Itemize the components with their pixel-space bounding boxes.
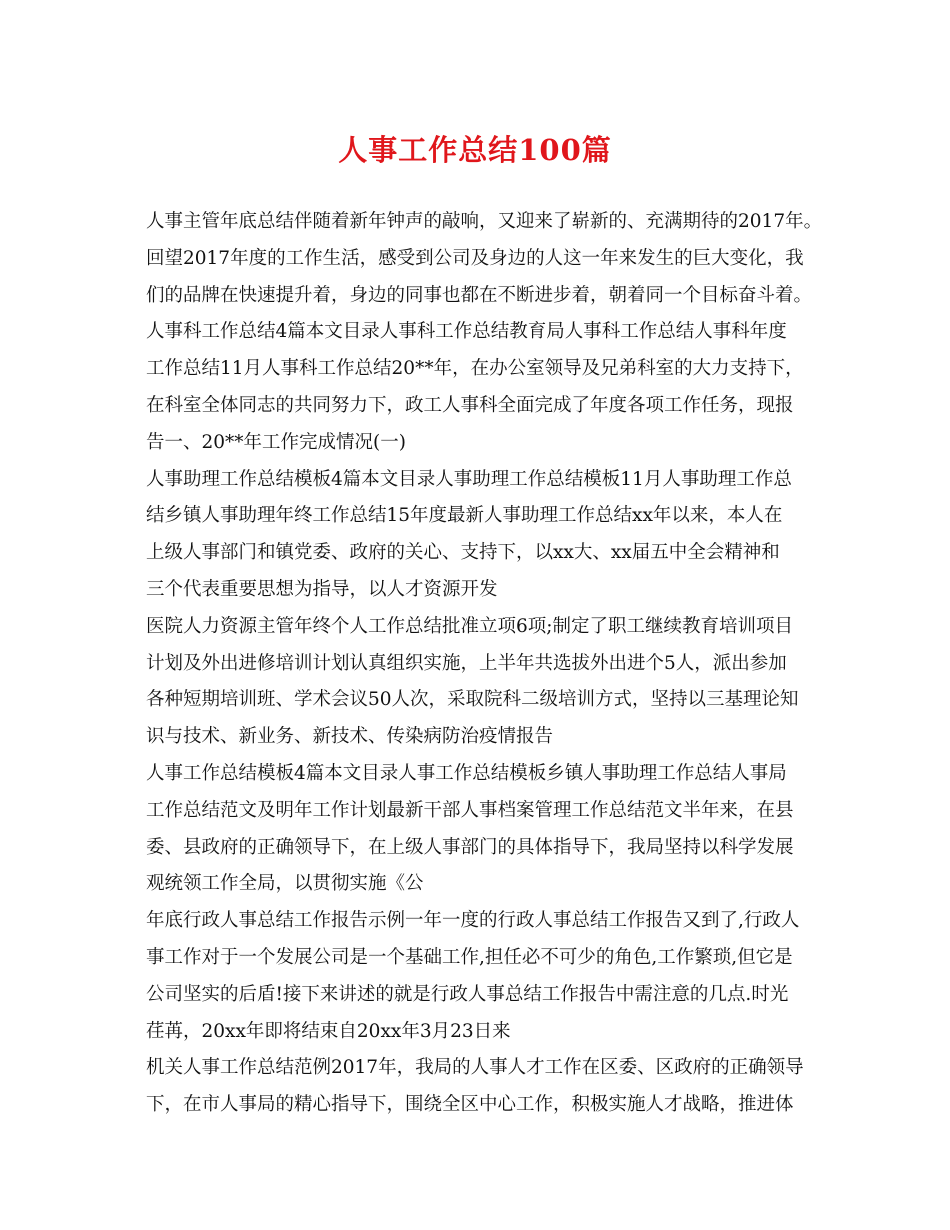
body-line: 医院人力资源主管年终个人工作总结批准立项6项;制定了职工继续教育培训项目 — [146, 615, 794, 637]
body-line: 人事助理工作总结模板4篇本文目录人事助理工作总结模板11月人事助理工作总 — [146, 468, 792, 490]
body-line: 人事科工作总结4篇本文目录人事科工作总结教育局人事科工作总结人事科年度 — [146, 321, 787, 343]
body-line: 公司坚实的后盾!接下来讲述的就是行政人事总结工作报告中需注意的几点.时光 — [146, 983, 789, 1005]
body-line: 计划及外出进修培训计划认真组织实施，上半年共选拔外出进个5人，派出参加 — [146, 652, 787, 674]
body-line: 工作总结范文及明年工作计划最新干部人事档案管理工作总结范文半年来，在县 — [146, 799, 794, 821]
body-line: 委、县政府的正确领导下，在上级人事部门的具体指导下，我局坚持以科学发展 — [146, 836, 794, 858]
body-line: 上级人事部门和镇党委、政府的关心、支持下，以xx大、xx届五中全会精神和 — [146, 542, 780, 564]
body-line: 回望2017年度的工作生活，感受到公司及身边的人这一年来发生的巨大变化，我 — [146, 247, 804, 269]
body-line: 人事主管年底总结伴随着新年钟声的敲响，又迎来了崭新的、充满期待的2017年。 — [146, 211, 823, 232]
document-body — [146, 204, 823, 1124]
body-line: 工作总结11月人事科工作总结20**年，在办公室领导及兄弟科室的大力支持下， — [146, 358, 804, 380]
body-line: 下，在市人事局的精心指导下，围绕全区中心工作，积极实施人才战略，推进体 — [146, 1094, 794, 1116]
body-line: 事工作对于一个发展公司是一个基础工作,担任必不可少的角色,工作繁琐,但它是 — [146, 946, 793, 968]
document-title: 人事工作总结100篇 — [338, 133, 612, 167]
body-line: 各种短期培训班、学术会议50人次，采取院科二级培训方式，坚持以三基理论知 — [146, 689, 799, 711]
body-line: 在科室全体同志的共同努力下，政工人事科全面完成了年度各项工作任务，现报 — [146, 394, 794, 416]
body-line: 结乡镇人事助理年终工作总结15年度最新人事助理工作总结xx年以来，本人在 — [146, 505, 783, 527]
body-line: 机关人事工作总结范例2017年，我局的人事人才工作在区委、区政府的正确领导 — [146, 1057, 804, 1079]
body-line: 人事工作总结模板4篇本文目录人事工作总结模板乡镇人事助理工作总结人事局 — [146, 762, 787, 784]
body-line: 三个代表重要思想为指导，以人才资源开发 — [146, 578, 498, 600]
body-line: 们的品牌在快速提升着，身边的同事也都在不断进步着，朝着同一个目标奋斗着。 — [146, 284, 813, 306]
body-line: 荏苒，20xx年即将结束自20xx年3月23日来 — [146, 1020, 511, 1042]
body-line: 告一、20**年工作完成情况(一) — [146, 431, 406, 453]
body-line: 观统领工作全局，以贯彻实施《公 — [146, 873, 424, 895]
body-line: 识与技术、新业务、新技术、传染病防治疫情报告 — [146, 726, 554, 748]
body-line: 年底行政人事总结工作报告示例一年一度的行政人事总结工作报告又到了,行政人 — [146, 910, 800, 932]
